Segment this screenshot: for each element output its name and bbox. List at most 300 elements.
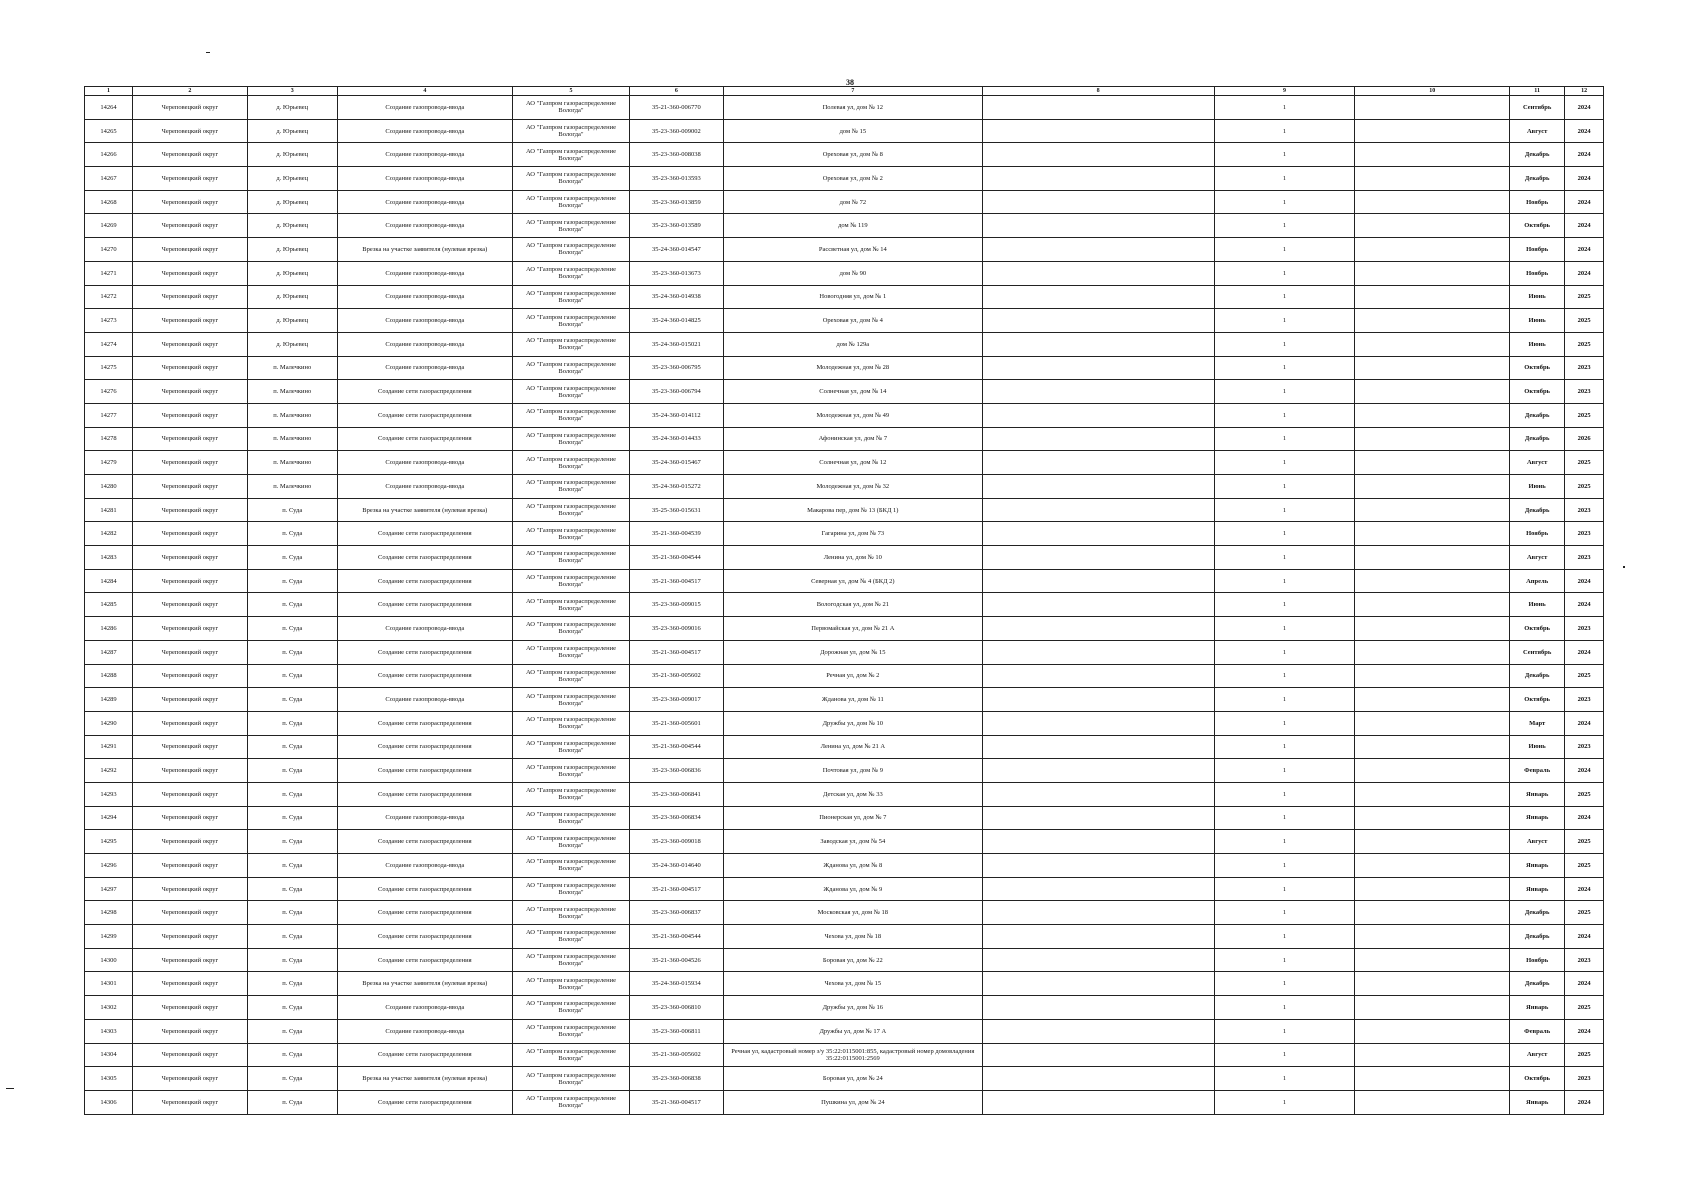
year-cell: 2025 (1565, 285, 1604, 309)
district-cell: Череповецкий округ (133, 782, 248, 806)
column-number-12: 12 (1565, 87, 1604, 96)
district-cell: Череповецкий округ (133, 664, 248, 688)
row-id: 14274 (85, 332, 133, 356)
table-row (85, 214, 1604, 238)
quantity-cell: 1 (1214, 498, 1355, 522)
year-cell: 2024 (1565, 759, 1604, 783)
work-type-cell: Создание сети газораспределения (337, 782, 512, 806)
column-8-cell (982, 664, 1214, 688)
settlement-cell: д. Юрьевец (247, 238, 337, 262)
year-cell: 2025 (1565, 332, 1604, 356)
column-10-cell (1355, 782, 1510, 806)
column-10-cell (1355, 948, 1510, 972)
organization-cell: АО "Газпром газораспределение Вологда" (513, 782, 630, 806)
district-cell: Череповецкий округ (133, 498, 248, 522)
month-cell: Ноябрь (1509, 261, 1564, 285)
settlement-cell: п. Суда (247, 546, 337, 570)
address-cell: Рассветная ул, дом № 14 (723, 238, 982, 262)
work-type-cell: Создание газопровода-ввода (337, 332, 512, 356)
district-cell: Череповецкий округ (133, 735, 248, 759)
settlement-cell: п. Суда (247, 688, 337, 712)
address-cell: Молодежная ул, дом № 49 (723, 403, 982, 427)
district-cell: Череповецкий округ (133, 403, 248, 427)
row-id: 14291 (85, 735, 133, 759)
month-cell: Январь (1509, 782, 1564, 806)
district-cell: Череповецкий округ (133, 214, 248, 238)
table-row (85, 119, 1604, 143)
column-10-cell (1355, 877, 1510, 901)
column-number-10: 10 (1355, 87, 1510, 96)
column-10-cell (1355, 1090, 1510, 1114)
year-cell: 2024 (1565, 143, 1604, 167)
column-8-cell (982, 214, 1214, 238)
row-id: 14267 (85, 167, 133, 191)
work-type-cell: Создание газопровода-ввода (337, 143, 512, 167)
address-cell: Дружбы ул, дом № 10 (723, 711, 982, 735)
settlement-cell: д. Юрьевец (247, 214, 337, 238)
column-10-cell (1355, 498, 1510, 522)
year-cell: 2025 (1565, 1043, 1604, 1067)
quantity-cell: 1 (1214, 1090, 1355, 1114)
column-8-cell (982, 285, 1214, 309)
settlement-cell: д. Юрьевец (247, 167, 337, 191)
month-cell: Декабрь (1509, 498, 1564, 522)
work-type-cell: Врезка на участке заявителя (нулевая врезка) (337, 972, 512, 996)
settlement-cell: п. Суда (247, 664, 337, 688)
column-10-cell (1355, 901, 1510, 925)
district-cell: Череповецкий округ (133, 143, 248, 167)
column-8-cell (982, 688, 1214, 712)
column-10-cell (1355, 1019, 1510, 1043)
cadastre-cell: 35-21-360-004517 (629, 640, 723, 664)
month-cell: Январь (1509, 1090, 1564, 1114)
settlement-cell: д. Юрьевец (247, 285, 337, 309)
cadastre-cell: 35-23-360-009017 (629, 688, 723, 712)
month-cell: Февраль (1509, 759, 1564, 783)
organization-cell: АО "Газпром газораспределение Вологда" (513, 522, 630, 546)
settlement-cell: п. Суда (247, 996, 337, 1020)
settlement-cell: п. Малечкино (247, 356, 337, 380)
column-10-cell (1355, 261, 1510, 285)
year-cell: 2025 (1565, 403, 1604, 427)
row-id: 14286 (85, 617, 133, 641)
settlement-cell: п. Малечкино (247, 380, 337, 404)
table-row (85, 285, 1604, 309)
table-row (85, 806, 1604, 830)
column-10-cell (1355, 190, 1510, 214)
column-8-cell (982, 972, 1214, 996)
address-cell: Вологодская ул, дом № 21 (723, 593, 982, 617)
quantity-cell: 1 (1214, 522, 1355, 546)
organization-cell: АО "Газпром газораспределение Вологда" (513, 356, 630, 380)
year-cell: 2025 (1565, 451, 1604, 475)
table-row (85, 332, 1604, 356)
quantity-cell: 1 (1214, 119, 1355, 143)
month-cell: Октябрь (1509, 214, 1564, 238)
column-10-cell (1355, 285, 1510, 309)
organization-cell: АО "Газпром газораспределение Вологда" (513, 854, 630, 878)
cadastre-cell: 35-23-360-006794 (629, 380, 723, 404)
quantity-cell: 1 (1214, 782, 1355, 806)
work-type-cell: Создание газопровода-ввода (337, 190, 512, 214)
cadastre-cell: 35-23-360-009002 (629, 119, 723, 143)
quantity-cell: 1 (1214, 593, 1355, 617)
organization-cell: АО "Газпром газораспределение Вологда" (513, 806, 630, 830)
year-cell: 2024 (1565, 640, 1604, 664)
quantity-cell: 1 (1214, 711, 1355, 735)
address-cell: Жданова ул, дом № 9 (723, 877, 982, 901)
row-id: 14275 (85, 356, 133, 380)
settlement-cell: п. Суда (247, 877, 337, 901)
column-8-cell (982, 1043, 1214, 1067)
cadastre-cell: 35-21-360-004544 (629, 925, 723, 949)
table-row (85, 854, 1604, 878)
address-cell: Ленина ул, дом № 10 (723, 546, 982, 570)
column-8-cell (982, 782, 1214, 806)
month-cell: Декабрь (1509, 925, 1564, 949)
address-cell: Чехова ул, дом № 18 (723, 925, 982, 949)
address-cell: Боровая ул, дом № 24 (723, 1067, 982, 1091)
column-8-cell (982, 948, 1214, 972)
column-10-cell (1355, 522, 1510, 546)
organization-cell: АО "Газпром газораспределение Вологда" (513, 167, 630, 191)
month-cell: Август (1509, 546, 1564, 570)
quantity-cell: 1 (1214, 806, 1355, 830)
speck-mark (1623, 566, 1625, 568)
month-cell: Август (1509, 1043, 1564, 1067)
settlement-cell: д. Юрьевец (247, 190, 337, 214)
table-row (85, 190, 1604, 214)
quantity-cell: 1 (1214, 569, 1355, 593)
year-cell: 2023 (1565, 498, 1604, 522)
district-cell: Череповецкий округ (133, 546, 248, 570)
settlement-cell: п. Суда (247, 782, 337, 806)
cadastre-cell: 35-23-360-006836 (629, 759, 723, 783)
row-id: 14276 (85, 380, 133, 404)
month-cell: Июнь (1509, 309, 1564, 333)
table-row (85, 996, 1604, 1020)
column-10-cell (1355, 1067, 1510, 1091)
organization-cell: АО "Газпром газораспределение Вологда" (513, 143, 630, 167)
work-type-cell: Создание сети газораспределения (337, 569, 512, 593)
row-id: 14284 (85, 569, 133, 593)
work-type-cell: Врезка на участке заявителя (нулевая врезка) (337, 1067, 512, 1091)
work-type-cell: Создание газопровода-ввода (337, 214, 512, 238)
row-id: 14288 (85, 664, 133, 688)
column-8-cell (982, 332, 1214, 356)
table-row (85, 546, 1604, 570)
month-cell: Ноябрь (1509, 238, 1564, 262)
month-cell: Ноябрь (1509, 190, 1564, 214)
district-cell: Череповецкий округ (133, 854, 248, 878)
month-cell: Октябрь (1509, 688, 1564, 712)
cadastre-cell: 35-21-360-004517 (629, 1090, 723, 1114)
address-cell: Молодежная ул, дом № 28 (723, 356, 982, 380)
settlement-cell: п. Суда (247, 735, 337, 759)
address-cell: дом № 119 (723, 214, 982, 238)
table-row (85, 901, 1604, 925)
table-row (85, 688, 1604, 712)
year-cell: 2023 (1565, 735, 1604, 759)
cadastre-cell: 35-24-360-014112 (629, 403, 723, 427)
district-cell: Череповецкий округ (133, 1043, 248, 1067)
work-type-cell: Создание сети газораспределения (337, 925, 512, 949)
month-cell: Январь (1509, 806, 1564, 830)
column-number-2: 2 (133, 87, 248, 96)
district-cell: Череповецкий округ (133, 475, 248, 499)
table-row (85, 96, 1604, 120)
address-cell: Жданова ул, дом № 8 (723, 854, 982, 878)
month-cell: Июнь (1509, 332, 1564, 356)
quantity-cell: 1 (1214, 735, 1355, 759)
organization-cell: АО "Газпром газораспределение Вологда" (513, 664, 630, 688)
settlement-cell: п. Суда (247, 522, 337, 546)
column-number-row (85, 87, 1604, 96)
cadastre-cell: 35-23-360-009016 (629, 617, 723, 641)
column-8-cell (982, 901, 1214, 925)
row-id: 14273 (85, 309, 133, 333)
organization-cell: АО "Газпром газораспределение Вологда" (513, 238, 630, 262)
cadastre-cell: 35-21-360-004517 (629, 569, 723, 593)
table-row (85, 593, 1604, 617)
address-cell: Солнечная ул, дом № 12 (723, 451, 982, 475)
organization-cell: АО "Газпром газораспределение Вологда" (513, 309, 630, 333)
district-cell: Череповецкий округ (133, 711, 248, 735)
settlement-cell: п. Суда (247, 640, 337, 664)
month-cell: Декабрь (1509, 901, 1564, 925)
address-cell: Жданова ул, дом № 11 (723, 688, 982, 712)
address-cell: дом № 72 (723, 190, 982, 214)
row-id: 14270 (85, 238, 133, 262)
district-cell: Череповецкий округ (133, 238, 248, 262)
row-id: 14298 (85, 901, 133, 925)
column-10-cell (1355, 380, 1510, 404)
column-8-cell (982, 830, 1214, 854)
row-id: 14302 (85, 996, 133, 1020)
address-cell: Пушкина ул, дом № 24 (723, 1090, 982, 1114)
column-10-cell (1355, 403, 1510, 427)
table-row (85, 830, 1604, 854)
cadastre-cell: 35-23-360-013589 (629, 214, 723, 238)
address-cell: Новогодняя ул, дом № 1 (723, 285, 982, 309)
address-cell: Афонинская ул, дом № 7 (723, 427, 982, 451)
work-type-cell: Создание сети газораспределения (337, 901, 512, 925)
quantity-cell: 1 (1214, 1067, 1355, 1091)
address-cell: Заводская ул, дом № 54 (723, 830, 982, 854)
column-10-cell (1355, 688, 1510, 712)
cadastre-cell: 35-23-360-013859 (629, 190, 723, 214)
year-cell: 2025 (1565, 782, 1604, 806)
month-cell: Январь (1509, 854, 1564, 878)
column-number-4: 4 (337, 87, 512, 96)
settlement-cell: д. Юрьевец (247, 309, 337, 333)
month-cell: Декабрь (1509, 664, 1564, 688)
year-cell: 2025 (1565, 309, 1604, 333)
organization-cell: АО "Газпром газораспределение Вологда" (513, 1043, 630, 1067)
year-cell: 2024 (1565, 96, 1604, 120)
settlement-cell: п. Суда (247, 854, 337, 878)
column-10-cell (1355, 593, 1510, 617)
work-type-cell: Создание сети газораспределения (337, 735, 512, 759)
column-8-cell (982, 569, 1214, 593)
row-id: 14294 (85, 806, 133, 830)
year-cell: 2024 (1565, 972, 1604, 996)
speck-mark (206, 52, 210, 53)
organization-cell: АО "Газпром газораспределение Вологда" (513, 96, 630, 120)
settlement-cell: п. Суда (247, 593, 337, 617)
margin-dash (6, 1088, 14, 1089)
row-id: 14264 (85, 96, 133, 120)
year-cell: 2023 (1565, 380, 1604, 404)
quantity-cell: 1 (1214, 261, 1355, 285)
settlement-cell: п. Суда (247, 569, 337, 593)
year-cell: 2024 (1565, 593, 1604, 617)
year-cell: 2024 (1565, 806, 1604, 830)
settlement-cell: п. Малечкино (247, 427, 337, 451)
year-cell: 2024 (1565, 1019, 1604, 1043)
work-type-cell: Врезка на участке заявителя (нулевая врезка) (337, 238, 512, 262)
table-row (85, 143, 1604, 167)
work-type-cell: Создание сети газораспределения (337, 664, 512, 688)
work-type-cell: Создание газопровода-ввода (337, 451, 512, 475)
work-type-cell: Создание сети газораспределения (337, 403, 512, 427)
month-cell: Сентябрь (1509, 96, 1564, 120)
cadastre-cell: 35-23-360-006841 (629, 782, 723, 806)
month-cell: Июнь (1509, 593, 1564, 617)
work-type-cell: Создание газопровода-ввода (337, 309, 512, 333)
district-cell: Череповецкий округ (133, 640, 248, 664)
column-number-8: 8 (982, 87, 1214, 96)
district-cell: Череповецкий округ (133, 1090, 248, 1114)
year-cell: 2025 (1565, 901, 1604, 925)
column-10-cell (1355, 830, 1510, 854)
work-type-cell: Создание сети газораспределения (337, 877, 512, 901)
work-type-cell: Создание газопровода-ввода (337, 167, 512, 191)
year-cell: 2023 (1565, 546, 1604, 570)
table-row (85, 498, 1604, 522)
year-cell: 2024 (1565, 119, 1604, 143)
settlement-cell: п. Суда (247, 1090, 337, 1114)
column-8-cell (982, 261, 1214, 285)
cadastre-cell: 35-23-360-006837 (629, 901, 723, 925)
address-cell: дом № 90 (723, 261, 982, 285)
cadastre-cell: 35-21-360-005602 (629, 1043, 723, 1067)
year-cell: 2023 (1565, 356, 1604, 380)
quantity-cell: 1 (1214, 546, 1355, 570)
district-cell: Череповецкий округ (133, 806, 248, 830)
settlement-cell: п. Суда (247, 948, 337, 972)
month-cell: Июнь (1509, 735, 1564, 759)
district-cell: Череповецкий округ (133, 877, 248, 901)
table-row (85, 167, 1604, 191)
settlement-cell: п. Суда (247, 711, 337, 735)
month-cell: Сентябрь (1509, 640, 1564, 664)
district-cell: Череповецкий округ (133, 285, 248, 309)
district-cell: Череповецкий округ (133, 593, 248, 617)
page-number: 38 (846, 78, 854, 87)
month-cell: Ноябрь (1509, 522, 1564, 546)
settlement-cell: п. Суда (247, 1043, 337, 1067)
work-type-cell: Создание сети газораспределения (337, 948, 512, 972)
year-cell: 2026 (1565, 427, 1604, 451)
year-cell: 2024 (1565, 167, 1604, 191)
table-row (85, 640, 1604, 664)
address-cell: Детская ул, дом № 33 (723, 782, 982, 806)
table-row (85, 1019, 1604, 1043)
settlement-cell: д. Юрьевец (247, 261, 337, 285)
address-cell: Макарова пер, дом № 13 (БКД 1) (723, 498, 982, 522)
quantity-cell: 1 (1214, 948, 1355, 972)
address-cell: Дорожная ул, дом № 15 (723, 640, 982, 664)
row-id: 14290 (85, 711, 133, 735)
table-row (85, 522, 1604, 546)
cadastre-cell: 35-24-360-015467 (629, 451, 723, 475)
district-cell: Череповецкий округ (133, 380, 248, 404)
table-row (85, 972, 1604, 996)
month-cell: Декабрь (1509, 972, 1564, 996)
month-cell: Январь (1509, 877, 1564, 901)
row-id: 14277 (85, 403, 133, 427)
month-cell: Июнь (1509, 285, 1564, 309)
year-cell: 2024 (1565, 925, 1604, 949)
address-cell: Дружбы ул, дом № 16 (723, 996, 982, 1020)
quantity-cell: 1 (1214, 688, 1355, 712)
organization-cell: АО "Газпром газораспределение Вологда" (513, 593, 630, 617)
row-id: 14303 (85, 1019, 133, 1043)
quantity-cell: 1 (1214, 640, 1355, 664)
column-10-cell (1355, 96, 1510, 120)
work-type-cell: Создание сети газораспределения (337, 593, 512, 617)
column-10-cell (1355, 356, 1510, 380)
work-type-cell: Создание газопровода-ввода (337, 261, 512, 285)
cadastre-cell: 35-21-360-005601 (629, 711, 723, 735)
address-cell: Молодежная ул, дом № 32 (723, 475, 982, 499)
settlement-cell: п. Суда (247, 617, 337, 641)
district-cell: Череповецкий округ (133, 190, 248, 214)
organization-cell: АО "Газпром газораспределение Вологда" (513, 996, 630, 1020)
column-10-cell (1355, 640, 1510, 664)
table-row (85, 1043, 1604, 1067)
settlement-cell: п. Суда (247, 498, 337, 522)
work-type-cell: Создание газопровода-ввода (337, 617, 512, 641)
month-cell: Декабрь (1509, 403, 1564, 427)
column-8-cell (982, 877, 1214, 901)
row-id: 14297 (85, 877, 133, 901)
organization-cell: АО "Газпром газораспределение Вологда" (513, 1019, 630, 1043)
year-cell: 2024 (1565, 877, 1604, 901)
month-cell: Октябрь (1509, 356, 1564, 380)
quantity-cell: 1 (1214, 1019, 1355, 1043)
district-cell: Череповецкий округ (133, 972, 248, 996)
settlement-cell: п. Суда (247, 925, 337, 949)
month-cell: Август (1509, 830, 1564, 854)
quantity-cell: 1 (1214, 143, 1355, 167)
work-type-cell: Создание газопровода-ввода (337, 475, 512, 499)
settlement-cell: п. Малечкино (247, 451, 337, 475)
column-8-cell (982, 451, 1214, 475)
address-cell: Ленина ул, дом № 21 А (723, 735, 982, 759)
cadastre-cell: 35-23-360-009015 (629, 593, 723, 617)
column-8-cell (982, 403, 1214, 427)
column-8-cell (982, 96, 1214, 120)
work-type-cell: Создание сети газораспределения (337, 522, 512, 546)
settlement-cell: д. Юрьевец (247, 332, 337, 356)
quantity-cell: 1 (1214, 332, 1355, 356)
column-8-cell (982, 1019, 1214, 1043)
quantity-cell: 1 (1214, 356, 1355, 380)
row-id: 14283 (85, 546, 133, 570)
organization-cell: АО "Газпром газораспределение Вологда" (513, 332, 630, 356)
